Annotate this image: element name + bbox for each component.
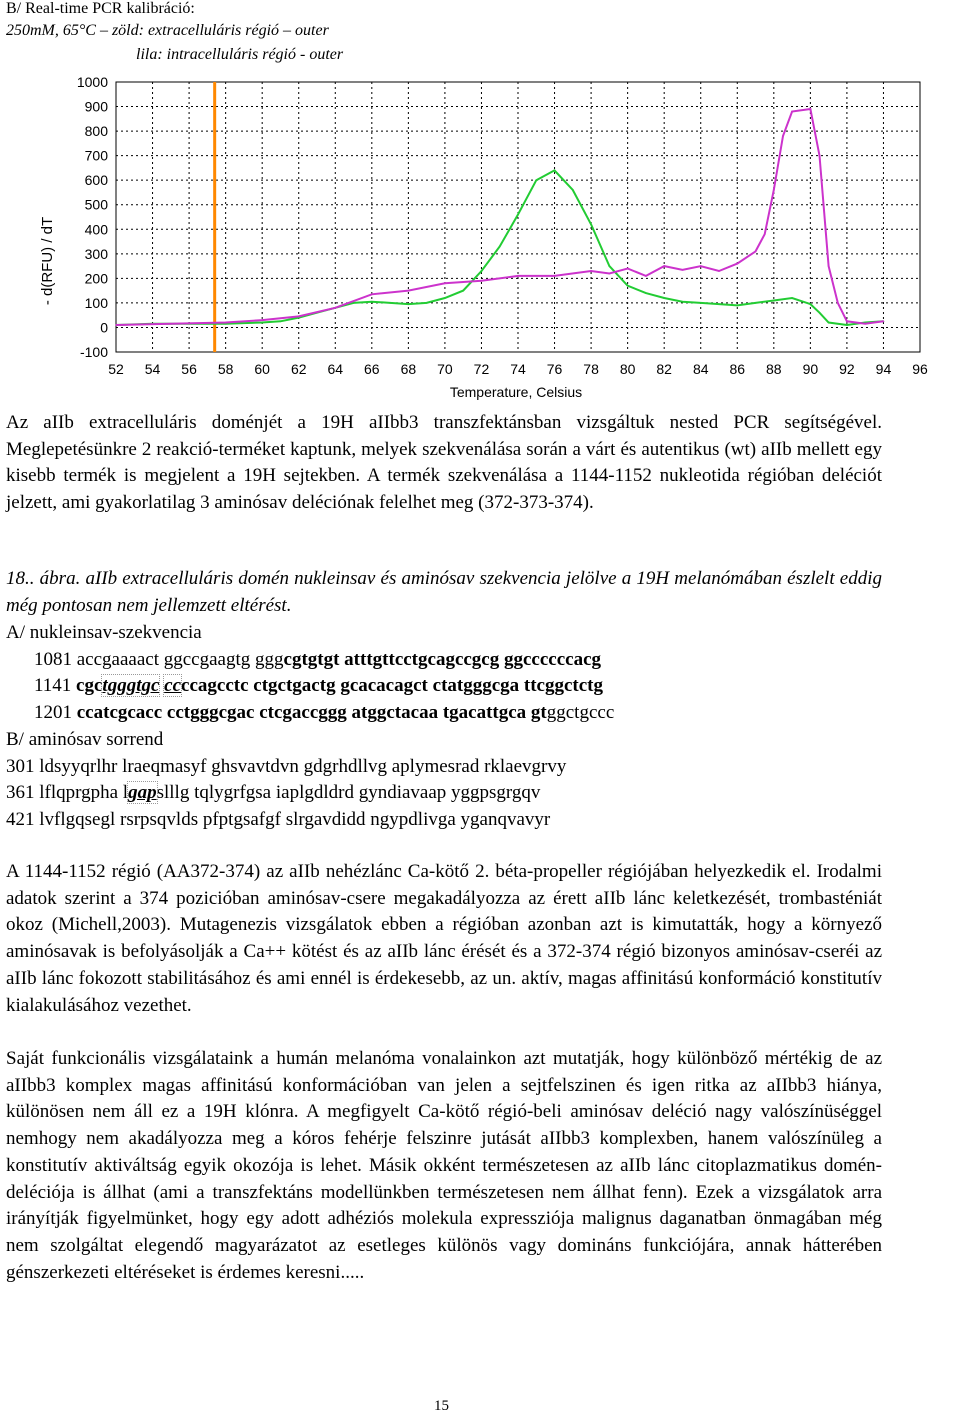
x-tick-label: 90	[802, 361, 819, 377]
row-number: 1201	[34, 702, 72, 723]
purple-data-point	[810, 108, 812, 110]
purple-data-point	[298, 316, 300, 318]
seq-bold: cgc	[76, 675, 103, 696]
y-tick-label: 600	[84, 172, 108, 189]
green-data-point	[828, 322, 830, 324]
green-data-point	[389, 302, 391, 304]
purple-data-point	[837, 302, 839, 304]
amino-row-3: 421 lvflgqsegl rsrpsqvlds pfptgsafgf slrgavdidd ngypdlivga yganqvavyr	[6, 809, 551, 830]
green-data-point	[426, 302, 428, 304]
x-tick-label: 66	[364, 361, 380, 377]
purple-data-point	[225, 322, 227, 324]
green-data-point	[517, 214, 519, 216]
purple-data-point	[334, 307, 336, 309]
purple-data-point	[773, 189, 775, 191]
x-tick-label: 56	[181, 361, 197, 377]
purple-data-point	[517, 275, 519, 277]
x-tick-label: 60	[254, 361, 270, 377]
y-tick-label: 400	[84, 221, 108, 238]
green-data-point	[590, 224, 592, 226]
y-tick-label: 100	[84, 294, 108, 311]
figure-caption: 18.. ábra. aIIb extracelluláris domén nukleinsav és aminósav szekvencia jelölve a 19H melanómában észlelt eddig még pontosan nem jellemzett eltérést.	[6, 568, 882, 616]
x-tick-label: 96	[912, 361, 928, 377]
deletion-mark: cc	[164, 675, 182, 696]
purple-data-point	[609, 273, 611, 275]
green-data-point	[810, 303, 812, 305]
green-data-point	[682, 301, 684, 303]
green-data-point	[700, 302, 702, 304]
green-data-point	[819, 312, 821, 314]
x-tick-label: 62	[290, 361, 307, 377]
purple-data-point	[115, 324, 117, 326]
x-tick-label: 52	[108, 361, 124, 377]
purple-data-point	[791, 111, 793, 113]
green-data-point	[791, 297, 793, 299]
purple-data-point	[883, 321, 885, 323]
purple-data-point	[554, 275, 556, 277]
chart-axes	[77, 74, 928, 377]
purple-data-point	[819, 155, 821, 157]
purple-data-point	[170, 323, 172, 325]
x-tick-label: 80	[619, 361, 636, 377]
amino-row-2	[6, 780, 540, 806]
green-data-point	[645, 292, 647, 294]
green-data-point	[280, 321, 282, 323]
green-data-point	[846, 324, 848, 326]
purple-data-point	[682, 269, 684, 271]
green-data-point	[572, 189, 574, 191]
x-tick-label: 86	[729, 361, 746, 377]
purple-data-point	[864, 323, 866, 325]
green-data-point	[554, 170, 556, 172]
paragraph-intro: Az aIIb extracelluláris doménjét a 19H aIIbb3 transzfektánsban vizsgáltuk nested PCR segítségével. Meglepetésünkre 2 reakció-terméket kaptunk, melyek szekvenálása során a várt és autentikus (wt) aIIb mellett egy kisebb termék is megjelent a 19H sejtekben. A termék szekvenálása a 1144-1152 nukleotida régióban deléciót jelzett, ami gyakorlatilag 3 aminósav deléciónak felelhet meg (372-373-374).	[6, 412, 882, 514]
row-number: 1141	[34, 675, 72, 696]
purple-data-point	[371, 294, 373, 296]
purple-data-point	[700, 265, 702, 267]
x-tick-label: 82	[656, 361, 672, 377]
green-data-point	[609, 265, 611, 267]
y-tick-label: 200	[84, 270, 108, 287]
green-data-point	[261, 322, 263, 324]
green-data-point	[499, 246, 501, 248]
green-data-point	[408, 303, 410, 305]
legend-line-green: 250mM, 65°C – zöld: extracelluláris régió – outer	[6, 22, 329, 39]
melt-curve-chart	[0, 66, 960, 406]
chart-grid	[116, 82, 920, 352]
x-tick-label: 58	[217, 361, 234, 377]
x-tick-label: 88	[766, 361, 782, 377]
chart-series	[115, 82, 884, 352]
purple-data-point	[782, 135, 784, 137]
purple-data-point	[261, 319, 263, 321]
green-data-point	[627, 285, 629, 287]
seq-plain: slllg tqlygrfgsa iaplgdldrd gyndiavaap yggpsgrgqv	[156, 782, 541, 803]
y-tick-label: 0	[100, 319, 108, 336]
purple-data-point	[408, 290, 410, 292]
green-data-point	[444, 297, 446, 299]
page-number: 15	[434, 1398, 449, 1414]
green-data-point	[736, 305, 738, 307]
amino-title: B/ aminósav sorrend	[6, 729, 164, 750]
green-data-point	[481, 270, 483, 272]
seq-bold: ccagcctc ctgctgactg gcacacagct ctatgggcga ttcggctctg	[181, 675, 604, 696]
nucleic-row-1	[34, 647, 601, 673]
x-axis-label: Temperature, Celsius	[449, 384, 583, 400]
y-tick-label: 900	[84, 98, 108, 115]
purple-data-point	[627, 268, 629, 270]
paragraph-functional: Saját funkcionális vizsgálataink a humán melanóma vonalainkon azt mutatják, hogy különböző mértékig de az aIIbb3 komplex magas affinitású konformációban van jelen a sejtfelszinen és igen ritka az aIIbb3 hiánya, különösen nem áll ez a 19H klónra. A megfigyelt Ca-kötő régió-beli aminósav deléció nagy valószínüséggel nemhogy nem akadályozza meg a kóros fehérje felszinre jutását aIIbb3 komplexben, hanem valószínüleg a konstitutív aktiváltság egyik okozója is lehet. Másik okként természetesen az aIIb lánc citoplazmatikus domén-deléciója is állhat (ami a transzfektáns modellünkben természetesen nem állhat fenn). Ezek a vizsgálatok arra irányítják figyelmünket, hogy egy adott adhéziós molekula expressziója malignus daganatban önmagában még nem szolgáltat elegendő magyarázatot az esetleges különös vagy domináns funkciójára, annak hátterében génszerkezeti eltéréseket is érdemes keresni.....	[6, 1048, 882, 1283]
green-data-point	[535, 179, 537, 181]
x-tick-label: 72	[473, 361, 490, 377]
purple-data-point	[846, 321, 848, 323]
purple-data-point	[663, 265, 665, 267]
x-tick-label: 68	[400, 361, 417, 377]
purple-series-line	[116, 109, 884, 325]
x-tick-label: 54	[144, 361, 161, 377]
green-data-point	[663, 297, 665, 299]
seq-plain: accgaaaact ggccgaagtg ggg	[76, 649, 284, 670]
amino-row-1: 301 ldsyyqrlhr lraeqmasyf ghsvavtdvn gdgrhdllvg aplymesrad rklaevgrvy	[6, 756, 567, 777]
x-tick-label: 64	[327, 361, 344, 377]
purple-data-point	[718, 270, 720, 272]
nucleic-title: A/ nukleinsav-szekvencia	[6, 622, 202, 643]
green-data-point	[462, 290, 464, 292]
purple-data-point	[481, 280, 483, 282]
y-tick-label: 1000	[76, 74, 108, 90]
y-tick-label: 300	[84, 245, 108, 262]
x-tick-label: 74	[510, 361, 526, 377]
nucleic-row-2	[34, 673, 603, 699]
purple-data-point	[444, 282, 446, 284]
purple-data-point	[736, 263, 738, 265]
green-data-point	[371, 301, 373, 303]
y-tick-label: 700	[84, 147, 108, 164]
legend-line-purple: lila: intracelluláris régió - outer	[136, 46, 344, 63]
green-data-point	[718, 303, 720, 305]
paragraph-region: A 1144-1152 régió (AA372-374) az aIIb nehézlánc Ca-kötő 2. béta-propeller régiójában helyezkedik el. Irodalmi adatok szerint a 374 pozicióban aminósav-csere megakadályozza az érett aIIb lánc keletkezését, trombasténiát okoz (Michell,2003). Mutagenezis vizsgálatok ebben a régióban azonban azt is kimutatták, hogy a környező aminósavak is befolyásolják a Ca++ kötést és az aIIb lánc érését és a 372-374 régió bizonyos aminósav-cseréi az aIIb lánc fokozott stabilitásához és ami ennél is érdekesebb, az un. aktív, magas affinitású konformáció konstitutív kialakulásához vezethet.	[6, 861, 882, 1016]
seq-plain: 361 lflqprgpha l	[6, 782, 129, 803]
x-tick-label: 84	[692, 361, 709, 377]
deletion-mark: gap	[128, 782, 157, 803]
purple-data-point	[828, 265, 830, 267]
row-number: 1081	[34, 649, 72, 670]
green-series-line	[116, 170, 884, 325]
x-tick-label: 76	[546, 361, 563, 377]
y-tick-label: 800	[84, 123, 108, 140]
purple-data-point	[755, 251, 757, 253]
section-heading: B/ Real-time PCR kalibráció:	[6, 0, 195, 17]
seq-plain: ggctgccc	[546, 702, 615, 723]
y-tick-label: 500	[84, 196, 108, 213]
x-tick-label: 78	[583, 361, 599, 377]
seq-bold: ccatcgcacc cctgggcgac ctcgaccggg atggctacaa tgacattgca gt	[76, 702, 547, 723]
green-data-point	[755, 302, 757, 304]
purple-data-point	[764, 233, 766, 235]
x-tick-label: 92	[839, 361, 855, 377]
green-data-point	[773, 300, 775, 302]
x-tick-label: 70	[437, 361, 453, 377]
seq-bold: cgtgtgt atttgttcctgcagccgcg ggccccccacg	[283, 649, 602, 670]
y-tick-label: -100	[79, 344, 108, 360]
x-tick-label: 94	[875, 361, 892, 377]
nucleic-row-3	[34, 700, 614, 726]
purple-data-point	[645, 275, 647, 277]
y-axis-label: - d(RFU) / dT	[39, 216, 56, 306]
purple-data-point	[590, 270, 592, 272]
deletion-mark: tgggtgc	[102, 675, 160, 696]
green-data-point	[353, 302, 355, 304]
